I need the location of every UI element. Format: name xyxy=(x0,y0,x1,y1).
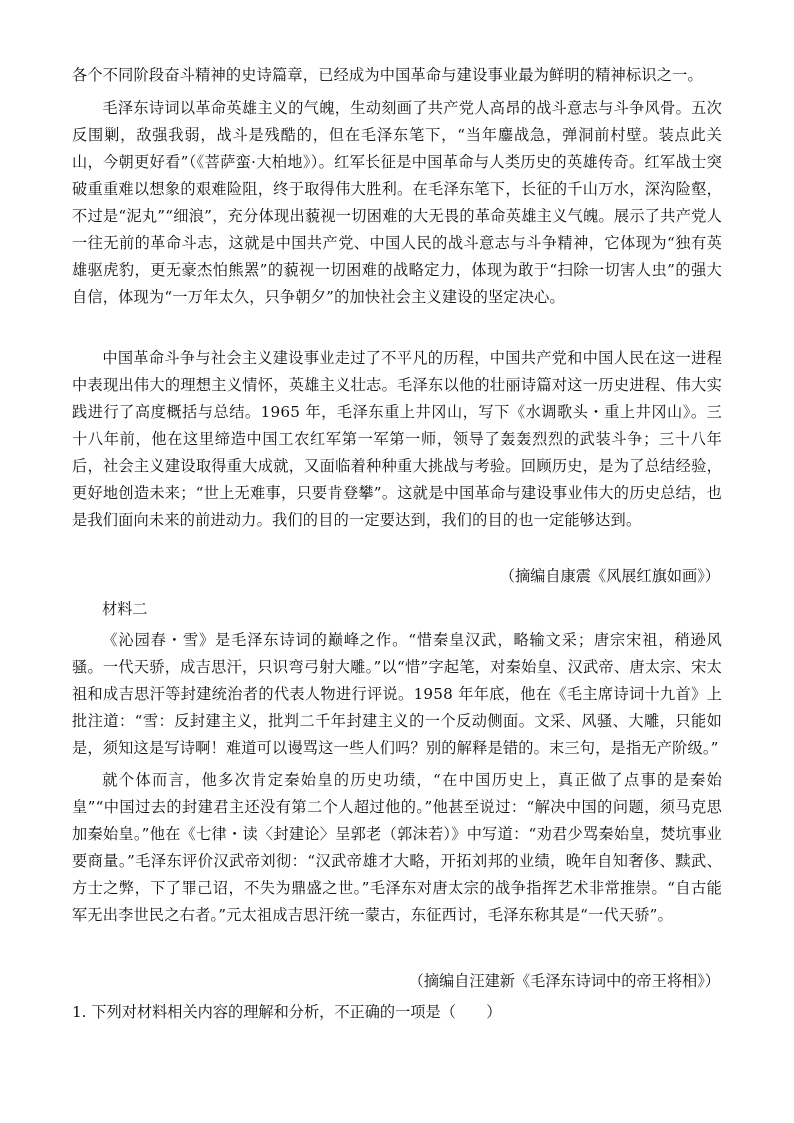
material1-paragraph-1: 毛泽东诗词以革命英雄主义的气魄，生动刻画了共产党人高昂的战斗意志与斗争风骨。五次反围剿，敌强我弱，战斗是残酷的，但在毛泽东笔下，“当年鏖战急，弹洞前村壁。装点此关山，今朝更好看”（《菩萨蛮·大柏地》）。红军长征是中国革命与人类历史的英雄传奇。红军战士突破重重难以想象的艰难险阻，终于取得伟大胜利。在毛泽东笔下，长征的千山万水，深沟险壑，不过是“泥丸”“细浪”，充分体现出藐视一切困难的大无畏的革命英雄主义气魄。展示了共产党人一往无前的革命斗志，这就是中国共产党、中国人民的战斗意志与斗争精神，它体现为“独有英雄驱虎豹，更无豪杰怕熊罴”的藐视一切困难的战略定力，体现为敢于“扫除一切害人虫”的强大自信，体现为“一万年太久，只争朝夕”的加快社会主义建设的坚定决心。 xyxy=(72,99,722,306)
material1-paragraph-2: 中国革命斗争与社会主义建设事业走过了不平凡的历程，中国共产党和中国人民在这一进程中表现出伟大的理想主义情怀，英雄主义壮志。毛泽东以他的壮丽诗篇对这一历史进程、伟大实践进行了高度概括与总结。1965 年，毛泽东重上井冈山，写下《水调歌头・重上井冈山》。三十八年前，他在这里缔造中国工农红军第一军第一师，领导了轰轰烈烈的武装斗争；三十八年后，社会主义建设取得重大成就，又面临着种种重大挑战与考验。回顾历史，是为了总结经验，更好地创造未来；“世上无难事，只要肯登攀”。这就是中国革命与建设事业伟大的历史总结，也是我们面向未来的前进动力。我们的目的一定要达到，我们的目的也一定能够达到。 xyxy=(72,349,722,529)
material1-source: （摘编自康震《风展红旗如画》） xyxy=(499,567,720,585)
question-1-stem: 1. 下列对材料相关内容的理解和分析，不正确的一项是（ ） xyxy=(72,1003,502,1021)
material2-paragraph-2: 就个体而言，他多次肯定秦始皇的历史功绩，“在中国历史上，真正做了点事的是秦始皇”“中国过去的封建君主还没有第二个人超过他的。”他甚至说过：“解决中国的问题，须马克思加秦始皇。”他在《七律・读〈封建论〉呈郭老（郭沫若）》中写道：“劝君少骂秦始皇，焚坑事业要商量。”毛泽东评价汉武帝刘彻：“汉武帝雄才大略，开拓刘邦的业绩，晚年自知奢侈、黩武、方士之弊，下了罪己诏，不失为鼎盛之世。”毛泽东对唐太宗的战争指挥艺术非常推崇。“自古能军无出李世民之右者。”元太祖成吉思汗统一蒙古，东征西讨，毛泽东称其是“一代天骄”。 xyxy=(72,771,722,924)
material2-paragraph-1: 《沁园春・雪》是毛泽东诗词的巅峰之作。“惜秦皇汉武，略输文采；唐宗宋祖，稍逊风骚。一代天骄，成吉思汗，只识弯弓射大雕。”以“惜”字起笔，对秦始皇、汉武帝、唐太宗、宋太祖和成吉思汗等封建统治者的代表人物进行评说。1958 年年底，他在《毛主席诗词十九首》上批注道：“雪：反封建主义，批判二千年封建主义的一个反动侧面。文采、风骚、大雕，只能如是，须知这是写诗啊！难道可以谩骂这一些人们吗？别的解释是错的。末三句，是指无产阶级。” xyxy=(72,631,722,757)
material1-paragraph-0: 各个不同阶段奋斗精神的史诗篇章，已经成为中国革命与建设事业最为鲜明的精神标识之一。 xyxy=(72,66,703,84)
material2-source: （摘编自汪建新《毛泽东诗词中的帝王将相》） xyxy=(408,972,720,990)
material2-label: 材料二 xyxy=(102,600,148,618)
